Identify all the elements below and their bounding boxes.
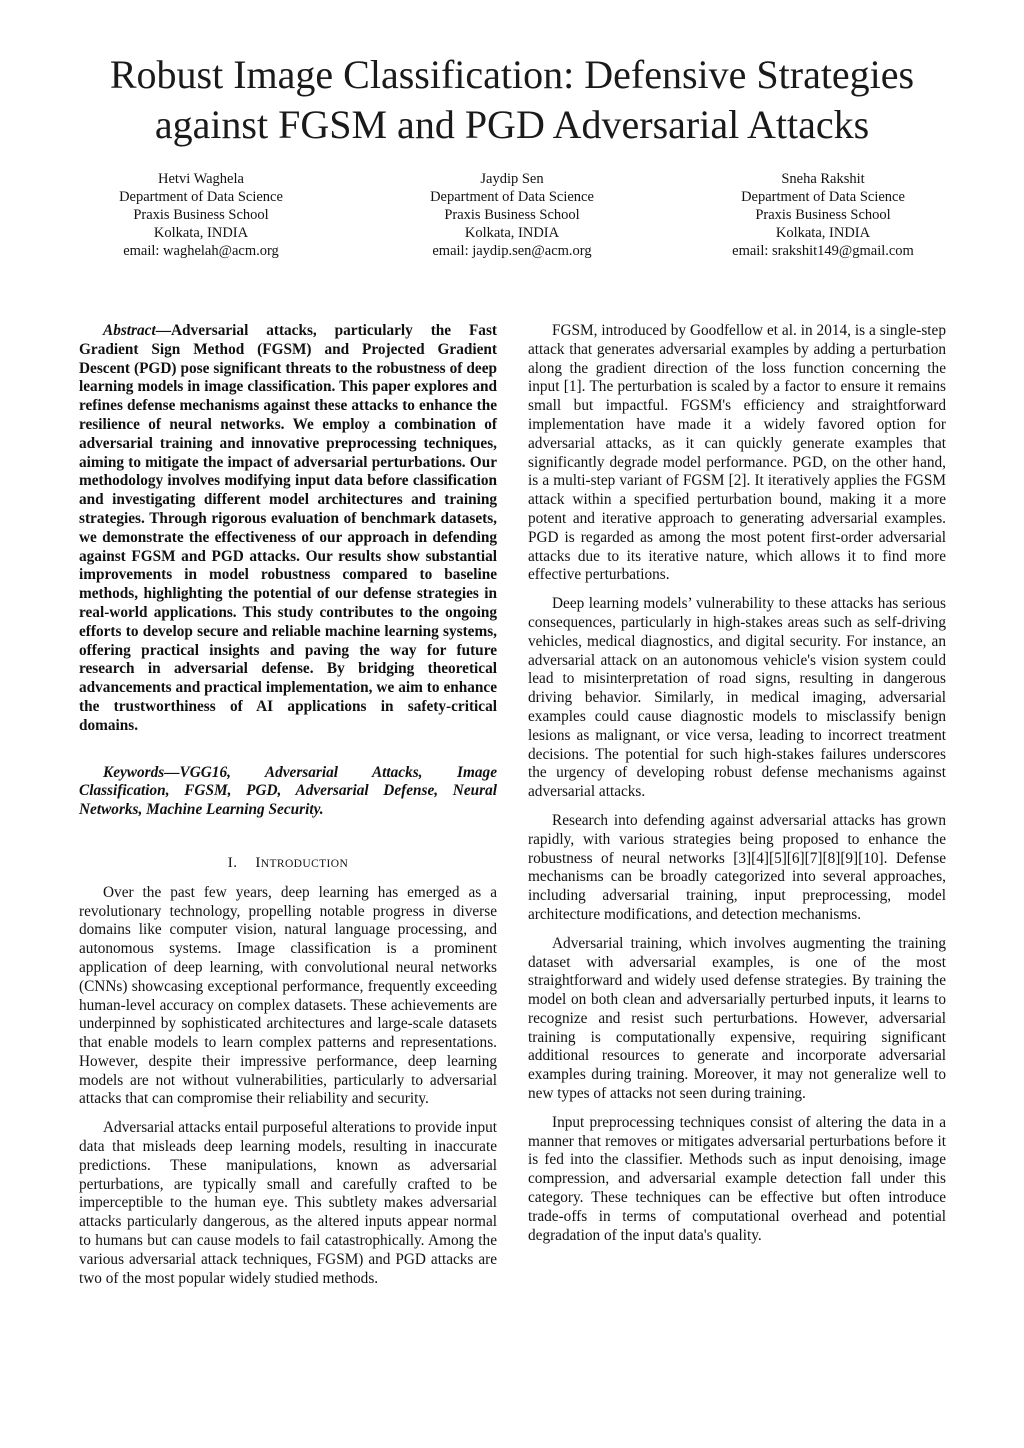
author-name: Jaydip Sen	[480, 171, 544, 187]
abstract	[79, 322, 497, 736]
author-city: Kolkata, INDIA	[464, 225, 560, 241]
section-title-rest: NTRODUCTION	[260, 857, 349, 870]
author-email: email: waghelah@acm.org	[123, 243, 279, 259]
title-line-1: Robust Image Classification: Defensive Strategies	[109, 52, 915, 97]
author-city: Kolkata, INDIA	[153, 225, 249, 241]
paragraph: Adversarial attacks entail purposeful alterations to provide input data that misleads deep learning models, resulting in inaccurate predictions. These manipulations, known as adversarial perturbations, are typically small and carefully crafted to be imperceptible to the human eye. This subtlety makes adversarial attacks particularly dangerous, as the altered inputs appear normal to humans but can cause models to fail catastrophically. Among the various adversarial attack techniques, FGSM) and PGD attacks are two of the most popular widely studied methods.	[79, 1119, 497, 1287]
paragraph: Research into defending against adversarial attacks has grown rapidly, with various strategies being proposed to enhance the robustness of neural networks [3][4][5][6][7][8][9][10]. Defense mechanisms can be broadly categorized into several approaches, including adversarial training, input preprocessing, model architecture modifications, and detection mechanisms.	[528, 811, 946, 923]
author-1	[46, 170, 356, 260]
author-city: Kolkata, INDIA	[775, 225, 871, 241]
keywords-text: VGG16, Adversarial Attacks, Image Classification, FGSM, PGD, Adversarial Defense, Neural Networks, Machine Learning Security.	[79, 763, 497, 819]
abstract-dash: —	[155, 322, 171, 339]
author-email: email: jaydip.sen@acm.org	[432, 243, 592, 259]
paragraph: FGSM, introduced by Goodfellow et al. in 2014, is a single-step attack that generates adversarial examples by adding a perturbation along the gradient direction of the loss function concerning the input [1]. The perturbation is scaled by a factor to ensure it remains small but impactful. FGSM's efficiency and straightforward implementation have made it a widely favored option for adversarial attacks, as it can quickly generate examples that significantly degrade model performance. PGD, on the other hand, is a multi-step variant of FGSM [2]. It iteratively applies the FGSM attack within a specified perturbation bound, making it a more potent and iterative approach to generating adversarial examples. PGD is regarded as among the most potent first-order adversarial attacks due to its iterative nature, which allows it to find more effective perturbations.	[528, 322, 946, 584]
author-name: Sneha Rakshit	[781, 171, 865, 187]
keywords-dash: —	[164, 763, 180, 781]
author-email: email: srakshit149@gmail.com	[732, 243, 914, 259]
left-column	[79, 322, 497, 1298]
author-school: Praxis Business School	[133, 207, 269, 223]
paper-title	[40, 50, 984, 150]
title-line-2: against FGSM and PGD Adversarial Attacks	[154, 102, 870, 147]
author-name: Hetvi Waghela	[158, 171, 244, 187]
section-number: I.	[227, 854, 238, 871]
author-school: Praxis Business School	[444, 207, 580, 223]
paragraph: Over the past few years, deep learning has emerged as a revolutionary technology, propelling notable progress in diverse domains like computer vision, natural language processing, and autonomous systems. Image classification is a prominent application of deep learning, with convolutional neural networks (CNNs) showcasing exceptional performance, frequently exceeding human-level accuracy on complex datasets. These achievements are underpinned by sophisticated architectures and large-scale datasets that enable models to learn complex patterns and representations. However, despite their impressive performance, deep learning models are not without vulnerabilities, particularly to adversarial attacks that can compromise their reliability and security.	[79, 883, 497, 1108]
abstract-text: Adversarial attacks, particularly the Fast Gradient Sign Method (FGSM) and Projected Gradient Descent (PGD) pose significant threats to the robustness of deep learning models in image classification. This paper explores and refines defense mechanisms against these attacks to enhance the resilience of neural networks. We employ a combination of adversarial training and innovative preprocessing techniques, aiming to mitigate the impact of adversarial perturbations. Our methodology involves modifying input data before classification and investigating different model architectures and training strategies. Through rigorous evaluation of benchmark datasets, we demonstrate the effectiveness of our approach in defending against FGSM and PGD attacks. Our results show substantial improvements in model robustness compared to baseline methods, highlighting the potential of our defense strategies in real-world applications. This study contributes to the ongoing efforts to develop secure and reliable machine learning systems, offering practical insights and paving the way for future research in adversarial defense. By bridging theoretical advancements and practical implementation, we aim to enhance the trustworthiness of AI applications in safety-critical domains.	[79, 322, 497, 734]
paragraph: Input preprocessing techniques consist of altering the data in a manner that removes or mitigates adversarial perturbations before it is fed into the classifier. Methods such as input denoising, image compression, and adversarial example detection fall under this category. These techniques can be effective but often introduce trade-offs in terms of computational overhead and potential degradation of the input data's quality.	[528, 1113, 946, 1244]
section-heading-introduction	[79, 854, 497, 874]
author-department: Department of Data Science	[430, 189, 594, 205]
abstract-label: Abstract	[103, 322, 156, 339]
author-department: Department of Data Science	[741, 189, 905, 205]
right-column	[528, 322, 946, 1255]
author-2	[357, 170, 667, 260]
section-title-initial: I	[255, 854, 261, 871]
paragraph: Deep learning models’ vulnerability to these attacks has serious consequences, particularly in high-stakes areas such as self-driving vehicles, medical diagnostics, and digital security. For instance, an adversarial attack on an autonomous vehicle's vision system could lead to misinterpretation of road signs, resulting in dangerous driving behavior. Similarly, in medical imaging, adversarial examples could cause diagnostic models to misclassify benign lesions as malignant, or vice versa, leading to incorrect treatment decisions. The potential for such high-stakes failures underscores the urgency of developing robust defense mechanisms against adversarial attacks.	[528, 595, 946, 801]
author-department: Department of Data Science	[119, 189, 283, 205]
author-3	[668, 170, 978, 260]
paragraph: Adversarial training, which involves augmenting the training dataset with adversarial examples, is one of the most straightforward and widely used defense strategies. By training the model on both clean and adversarially perturbed inputs, it learns to recognize and resist such perturbations. However, adversarial training is computationally expensive, requiring significant additional resources to generate and incorporate adversarial examples during training. Moreover, it may not generalize well to new types of attacks not seen during training.	[528, 934, 946, 1103]
keywords-label: Keywords	[103, 763, 165, 781]
keywords	[79, 764, 497, 820]
author-school: Praxis Business School	[755, 207, 891, 223]
